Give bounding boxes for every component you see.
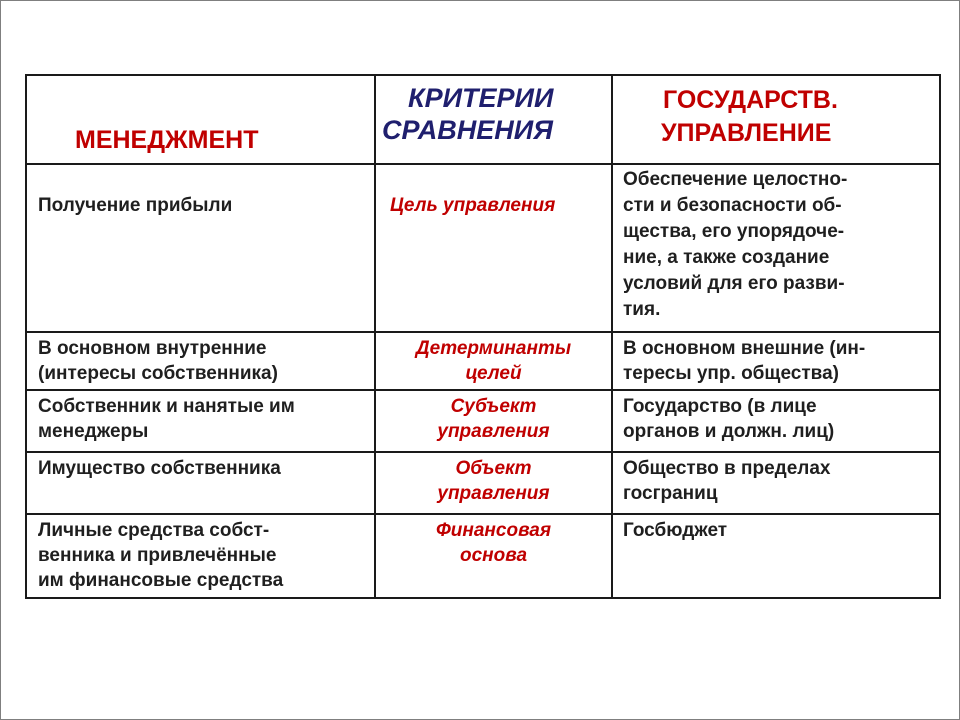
government-cell: Госбюджет xyxy=(623,520,728,541)
table-row xyxy=(26,332,940,390)
management-cell: Имущество собственника xyxy=(38,458,281,479)
comparison-table xyxy=(25,74,941,599)
management-cell: Получение прибыли xyxy=(38,195,233,216)
header-government xyxy=(613,76,939,150)
header-criteria-line2: СРАВНЕНИЯ xyxy=(382,115,553,145)
criterion-cell: Детерминанты целей xyxy=(415,338,572,384)
government-cell: Общество в пределах госграниц xyxy=(623,458,831,504)
header-row xyxy=(26,75,940,164)
header-management-cell xyxy=(26,75,375,164)
table-row xyxy=(26,164,940,332)
management-cell: Личные средства собст- венника и привлечённые им финансовые средства xyxy=(38,520,284,591)
criterion-cell: Цель управления xyxy=(390,195,556,216)
criterion-cell: Субъект управления xyxy=(437,396,550,442)
criterion-cell: Финансовая основа xyxy=(435,520,552,566)
management-cell: Собственник и нанятые им менеджеры xyxy=(38,396,295,442)
header-criteria-line1: КРИТЕРИИ xyxy=(408,83,554,113)
government-cell: Обеспечение целостно- сти и безопасности об- щества, его упорядоче- ние, а также создание условий для его разви- тия. xyxy=(623,169,848,320)
management-cell: В основном внутренние (интересы собственника) xyxy=(38,338,278,384)
header-criteria xyxy=(376,76,611,146)
criterion-cell: Объект управления xyxy=(437,458,550,504)
header-management: МЕНЕДЖМЕНТ xyxy=(75,126,259,154)
header-government-line2: УПРАВЛЕНИЕ xyxy=(661,119,832,147)
header-criteria-cell xyxy=(375,75,612,164)
header-government-cell xyxy=(612,75,940,164)
table-row xyxy=(26,452,940,514)
table-row xyxy=(26,390,940,452)
government-cell: В основном внешние (ин- тересы упр. общества) xyxy=(623,338,866,384)
government-cell: Государство (в лице органов и должн. лиц) xyxy=(623,396,835,442)
header-government-line1: ГОСУДАРСТВ. xyxy=(663,86,838,114)
table-row xyxy=(26,514,940,598)
